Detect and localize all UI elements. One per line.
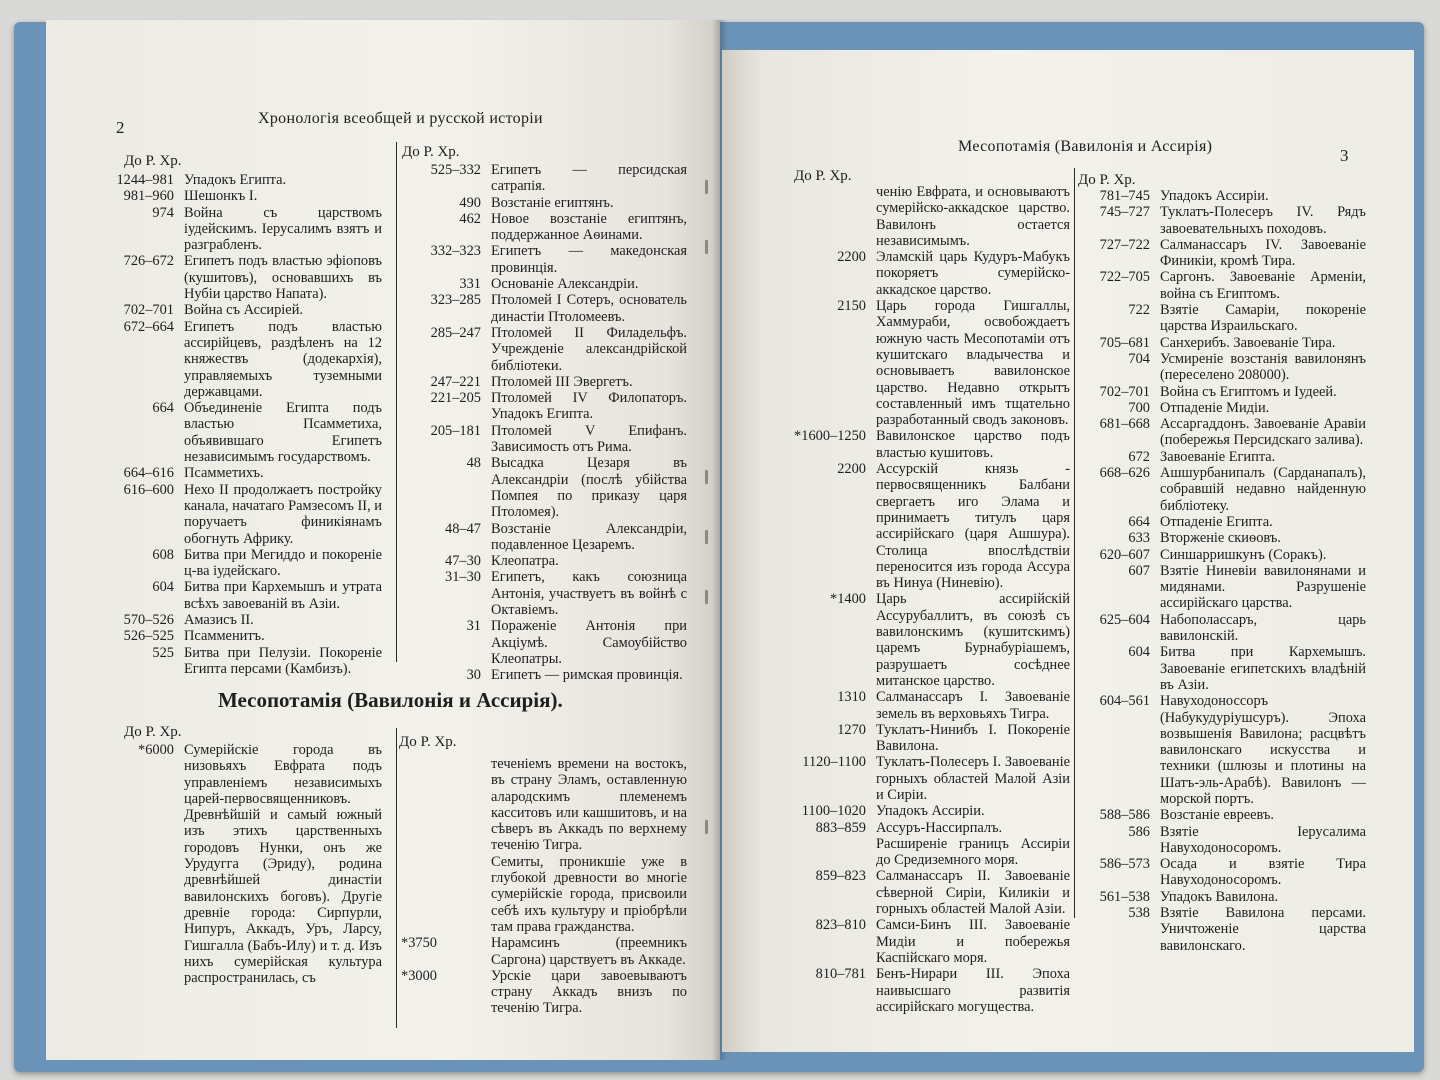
entry-date: 2200	[837, 461, 866, 478]
chronology-entry	[401, 521, 687, 554]
entry-date: 633	[1128, 530, 1150, 547]
chronology-entry	[112, 645, 382, 678]
entry-text: Возстаніе Александріи, подавленное Цезаремъ.	[491, 520, 687, 553]
chronology-entry	[794, 591, 1070, 689]
entry-date: 525–332	[430, 162, 481, 178]
chronology-entry	[1078, 269, 1366, 302]
entry-date: 727–722	[1099, 236, 1150, 253]
chronology-entry	[794, 298, 1070, 428]
entry-text: Упадокъ Ассиріи.	[1160, 188, 1269, 204]
era-label-meso-col2: До Р. Хр.	[399, 734, 457, 750]
entry-date: 702–701	[1099, 383, 1150, 400]
entry-text: Вавилонское царство подъ властью кушитовъ.	[876, 428, 1070, 461]
entry-text: Туклатъ-Полесеръ I. Завоеваніе горныхъ областей Малой Азіи и Сиріи.	[876, 754, 1070, 803]
entry-text: Самси-Бинъ III. Завоеваніе Мидіи и побережья Каспійскаго моря.	[876, 917, 1070, 966]
entry-date: 570–526	[123, 612, 174, 629]
entry-text: Усмиреніе возстанія вавилонянъ (переселено 208000).	[1160, 350, 1366, 384]
chronology-entry	[794, 184, 1070, 249]
entry-date: 810–781	[815, 966, 866, 983]
entry-date: 722	[1128, 302, 1150, 319]
entry-date: 586	[1128, 823, 1150, 840]
entry-date: 702–701	[123, 302, 174, 319]
entry-date: 205–181	[430, 422, 481, 439]
chronology-entry	[112, 579, 382, 612]
entry-text: Взятіе Вавилона персами. Уничтоженіе царства вавилонскаго.	[1160, 905, 1366, 954]
entry-text: Пораженіе Антонія при Акціумѣ. Самоубійство Клеопатры.	[491, 618, 687, 667]
entry-text: Возстаніе египтянъ.	[491, 194, 614, 211]
binding-stitch	[705, 530, 708, 544]
entry-date: 726–672	[123, 253, 174, 270]
chronology-entry	[112, 465, 382, 481]
entry-date: 664–616	[123, 465, 174, 482]
column-rule-meso	[396, 728, 397, 1028]
entry-text: ченію Евфрата, и основываютъ сумерійско-аккадское царство. Вавилонъ остается независимымъ.	[876, 184, 1070, 249]
entry-text: Навуходоноссоръ (Набукудуріушсуръ). Эпоха возвышенія Вавилона; расцвѣтъ вавилонскаго искусства и техники (шлюзы и плотины на Шатъ-эль-Арабѣ). Вавилонъ — морской портъ.	[1160, 693, 1366, 807]
chronology-entry	[1078, 416, 1366, 449]
section-title-mesopotamia: Месопотамія (Вавилонія и Ассирія).	[218, 688, 563, 712]
chronology-entry	[112, 302, 382, 318]
entry-date: 672–664	[123, 318, 174, 335]
chronology-entry	[401, 618, 687, 667]
entry-date: 722–705	[1099, 269, 1150, 286]
chronology-entry	[112, 172, 382, 188]
entry-date: 331	[459, 276, 481, 293]
entry-date: 664	[1128, 513, 1150, 530]
entry-date: 47–30	[445, 553, 481, 570]
chronology-entry	[794, 754, 1070, 803]
entry-date: 30	[466, 667, 481, 684]
chronology-entry	[1078, 612, 1366, 645]
chronology-entry	[401, 292, 687, 325]
entry-text: Синшарришкунъ (Соракъ).	[1160, 546, 1327, 563]
chronology-entry	[1078, 204, 1366, 237]
entry-text: Завоеваніе Египта.	[1160, 448, 1276, 465]
chronology-entry	[1078, 465, 1366, 514]
mesopotamia-column-2	[401, 756, 687, 1017]
entry-date: 285–247	[430, 324, 481, 341]
chronology-entry	[112, 205, 382, 254]
entry-text: Псамменитъ.	[184, 628, 265, 645]
entry-date: 625–604	[1099, 611, 1150, 628]
chronology-entry	[401, 667, 687, 683]
entry-date: 681–668	[1099, 416, 1150, 433]
chronology-entry	[1078, 856, 1366, 889]
chronology-entry	[1078, 237, 1366, 270]
entry-date: 608	[152, 546, 174, 563]
chronology-entry	[794, 868, 1070, 917]
entry-text: Упадокъ Вавилона.	[1160, 888, 1279, 905]
entry-text: теченіемъ времени на востокъ, въ страну Эламъ, оставленную алародскимъ племенемъ касситовъ или кашшитовъ, и на сѣверъ въ Аккадъ по верхнему теченію Тигра.	[491, 756, 687, 854]
chronology-entry	[1078, 384, 1366, 400]
chronology-entry	[1078, 824, 1366, 857]
entry-date	[794, 184, 876, 249]
chronology-entry	[401, 390, 687, 423]
era-label-col1: До Р. Хр.	[124, 153, 182, 169]
chronology-entry	[1078, 302, 1366, 335]
egypt-column-1	[112, 172, 382, 677]
entry-date: 1310	[837, 689, 866, 706]
entry-date: 672	[1128, 448, 1150, 465]
entry-text: Взятіе Ниневіи вавилонянами и мидянами. Разрушеніе ассирійскаго царства.	[1160, 562, 1366, 612]
entry-text: Амазисъ II.	[184, 612, 254, 629]
entry-date: 561–538	[1099, 888, 1150, 905]
entry-text: Салманассаръ IV. Завоеваніе Финикіи, кромѣ Тира.	[1160, 236, 1366, 270]
chronology-entry	[1078, 905, 1366, 954]
entry-date: 1270	[837, 721, 866, 738]
entry-date: 586–573	[1099, 856, 1150, 873]
chronology-entry	[794, 428, 1070, 461]
entry-text: Новое возстаніе египтянъ, поддержанное Аѳинами.	[491, 210, 687, 244]
entry-date: 781–745	[1099, 188, 1150, 204]
entry-date: 2150	[837, 298, 866, 315]
entry-text: Отпаденіе Мидіи.	[1160, 399, 1270, 416]
chronology-entry	[112, 188, 382, 204]
chronology-entry	[401, 162, 687, 195]
page-number-right: 3	[1340, 146, 1349, 165]
chronology-entry	[794, 803, 1070, 819]
chronology-entry	[794, 820, 1070, 869]
entry-text: Взятіе Самаріи, покореніе царства Израильскаго.	[1160, 302, 1366, 335]
entry-text: Война съ Египтомъ и Іудеей.	[1160, 383, 1337, 400]
entry-date: 1244–981	[116, 172, 174, 188]
entry-text: Птоломей V Епифанъ. Зависимость отъ Рима.	[491, 422, 687, 456]
entry-date: 1100–1020	[801, 803, 866, 820]
entry-text: Бенъ-Нирари III. Эпоха наивысшаго развитія ассирійскаго могущества.	[876, 966, 1070, 1015]
chronology-entry	[401, 455, 687, 520]
entry-date: 823–810	[815, 917, 866, 934]
entry-text: Набополассаръ, царь вавилонскій.	[1160, 611, 1366, 645]
entry-text: Египетъ подъ властью эфіоповъ (кушитовъ), основавшихъ въ Нубіи царство Напата).	[184, 253, 382, 303]
entry-date: 668–626	[1099, 465, 1150, 482]
entry-text: Высадка Цезаря въ Александріи (послѣ убійства Помпея по приказу царя Птоломея).	[491, 455, 687, 521]
chronology-entry	[1078, 514, 1366, 530]
entry-text: Битва при Кархемышъ и утрата всѣхъ завоеваній въ Азіи.	[184, 579, 382, 612]
binding-stitch	[705, 180, 708, 194]
entry-date: 48	[466, 455, 481, 472]
chronology-entry	[794, 249, 1070, 298]
entry-text: Клеопатра.	[491, 553, 559, 570]
entry-text: Египетъ, какъ союзница Антонія, участвуетъ въ войнѣ с Октавіемъ.	[491, 569, 687, 619]
entry-text: Птоломей II Филадельфъ. Учрежденіе александрійской библіотеки.	[491, 324, 687, 374]
entry-date: 538	[1128, 905, 1150, 922]
entry-text: Нарамсинъ (преемникъ Саргона) царствуетъ въ Аккаде.	[491, 935, 687, 968]
entry-date: 221–205	[430, 390, 481, 407]
entry-date: 745–727	[1099, 204, 1150, 221]
entry-text: Эламскій царь Кудуръ-Мабукъ покоряетъ сумерійско-аккадское царство.	[876, 249, 1070, 298]
entry-text: Птоломей I Сотеръ, основатель династіи Птоломеевъ.	[491, 292, 687, 325]
chronology-entry	[1078, 547, 1366, 563]
era-label-right-col1: До Р. Хр.	[794, 168, 852, 184]
entry-date: 323–285	[430, 292, 481, 309]
chronology-entry	[401, 854, 687, 935]
chronology-entry	[112, 400, 382, 465]
chronology-entry	[794, 917, 1070, 966]
chronology-entry	[1078, 335, 1366, 351]
chronology-entry	[794, 461, 1070, 591]
entry-text: Птоломей III Эвергетъ.	[491, 373, 633, 390]
binding-stitch	[705, 590, 708, 604]
chronology-entry	[1078, 693, 1366, 807]
entry-date: 607	[1128, 562, 1150, 579]
entry-text: Царь ассирійскій Ассурубаллитъ, въ союзѣ съ вавилонскимъ (кушитскимъ) царемъ Бурнабуріашемъ, разрушаетъ сосѣднее митанское царство.	[876, 591, 1070, 689]
entry-text: Ассуръ-Нассирпалъ. Расширеніе границъ Ассиріи до Средиземного моря.	[876, 819, 1070, 869]
chronology-entry	[794, 722, 1070, 755]
entry-date: 705–681	[1099, 334, 1150, 351]
chronology-entry	[112, 742, 382, 986]
column-rule	[396, 142, 397, 662]
entry-text: Санхерибъ. Завоеваніе Тира.	[1160, 334, 1336, 351]
chronology-entry	[794, 689, 1070, 722]
entry-text: Ассаргаддонъ. Завоеваніе Аравіи (побережья Персидскаго залива).	[1160, 416, 1366, 449]
entry-date: 974	[152, 204, 174, 221]
entry-text: Вторженіе скиѳовъ.	[1160, 530, 1281, 547]
entry-date: *6000	[138, 742, 174, 758]
chronology-entry	[1078, 644, 1366, 693]
entry-text: Псамметихъ.	[184, 465, 264, 482]
entry-text: Египетъ — персидская сатрапія.	[491, 162, 687, 195]
entry-text: Урскіе цари завоевываютъ страну Аккадъ внизъ по теченію Тигра.	[491, 967, 687, 1017]
entry-date: 526–525	[123, 628, 174, 645]
entry-text: Взятіе Іерусалима Навуходоносоромъ.	[1160, 823, 1366, 856]
entry-text: Саргонъ. Завоеваніе Арменіи, война съ Египтомъ.	[1160, 269, 1366, 302]
entry-date: 981–960	[123, 188, 174, 205]
entry-text: Осада и взятіе Тира Навуходоносоромъ.	[1160, 856, 1366, 889]
chronology-entry	[1078, 351, 1366, 384]
entry-text: Война съ царствомъ іудейскимъ. Іерусалимъ взятъ и разграбленъ.	[184, 204, 382, 254]
entry-text: Сумерійскіе города въ низовьяхъ Евфрата подъ управленіемъ независимыхъ царей-первосвященниковъ. Древнѣйшій и самый южный изъ этихъ царственныхъ городовъ Нунки, онъ же Урудугга (Эриду), родина древнѣйшей династіи вавилонскихъ боговъ). Другіе древніе города: Сирпурли, Нипуръ, Аккадъ, Уръ, Ларсу, Гишгалла (Бабъ-Илу) и т. д. Изъ нихъ сумерійская культура распространилась, съ	[184, 742, 382, 987]
entry-text: Война съ Ассиріей.	[184, 302, 303, 319]
entry-text: Салманассаръ I. Завоеваніе земель въ верховьяхъ Тигра.	[876, 689, 1070, 722]
entry-date: 247–221	[430, 373, 481, 390]
entry-date: 620–607	[1099, 546, 1150, 563]
entry-date: 48–47	[445, 520, 481, 537]
entry-text: Упадокъ Ассиріи.	[876, 803, 985, 820]
chronology-entry: *3000 Урскіе цари завоевываютъ страну Аккадъ внизъ по теченію Тигра.	[401, 967, 687, 1017]
entry-text: Семиты, проникшіе уже в глубокой древности во многіе сумерійскіе города, присвоили себѣ ихъ культуру и пріобрѣли там права гражданства.	[491, 853, 687, 935]
chronology-entry	[401, 553, 687, 569]
left-page	[46, 20, 720, 1060]
entry-date: 664	[152, 400, 174, 417]
entry-date: 604	[152, 579, 174, 596]
chronology-entry	[1078, 563, 1366, 612]
chronology-entry	[401, 325, 687, 374]
entry-date: 883–859	[815, 819, 866, 836]
binding-stitch	[705, 240, 708, 254]
entry-date: 859–823	[815, 868, 866, 885]
right-page	[722, 50, 1414, 1052]
egypt-column-2	[401, 162, 687, 684]
chronology-entry	[1078, 449, 1366, 465]
entry-text: Битва при Кархемышъ. Завоеваніе египетскихъ владѣній въ Азіи.	[1160, 644, 1366, 693]
entry-text: Отпаденіе Египта.	[1160, 513, 1273, 530]
era-label-col2: До Р. Хр.	[402, 144, 460, 160]
chronology-entry	[401, 423, 687, 456]
binding-stitch	[705, 820, 708, 834]
entry-text: Битва при Мегиддо и покореніе ц-ва іудейскаго.	[184, 546, 382, 580]
chronology-entry	[1078, 807, 1366, 823]
entry-text: Возстаніе евреевъ.	[1160, 807, 1275, 824]
entry-date: 462	[459, 210, 481, 227]
chronology-entry	[401, 243, 687, 276]
entry-date: 2200	[837, 249, 866, 266]
chronology-entry	[112, 612, 382, 628]
entry-text: Ассурскій князь - первосвященникъ Балбани свергаетъ иго Элама и принимаетъ титулъ царя ассирійскаго (царя Ашшура). Столица впослѣдствіи переносится изъ города Ассура въ Нинуа (Ниневію).	[876, 461, 1070, 592]
entry-date: 700	[1128, 399, 1150, 416]
entry-text: Египетъ подъ властью ассирійцевъ, раздѣленъ на 12 княжествъ (додекархія), управляемыхъ туземными державцами.	[184, 318, 382, 400]
chronology-entry	[401, 374, 687, 390]
mesopotamia-column-1	[112, 742, 382, 986]
chronology-entry	[1078, 889, 1366, 905]
chronology-entry: *3750 Нарамсинъ (преемникъ Саргона) царствуетъ въ Аккаде.	[401, 935, 687, 968]
chronology-entry	[401, 276, 687, 292]
entry-date: 31	[466, 618, 481, 635]
era-label-meso-col1: До Р. Хр.	[124, 724, 182, 740]
chronology-entry	[112, 319, 382, 400]
chronology-entry	[112, 253, 382, 302]
chronology-entry	[401, 211, 687, 244]
entry-text: Ашшурбанипалъ (Сарданапалъ), собравшій недавно найденную библіотеку.	[1160, 465, 1366, 514]
page-number-left: 2	[116, 118, 125, 137]
entry-date: 704	[1128, 350, 1150, 367]
entry-date: 1120–1100	[802, 754, 866, 771]
entry-text: Битва при Пелузіи. Покореніе Египта персами (Камбизъ).	[184, 644, 382, 677]
entry-date: 588–586	[1099, 807, 1150, 824]
chronology-entry	[401, 756, 687, 854]
entry-date: 525	[152, 644, 174, 661]
chronology-entry	[401, 195, 687, 211]
entry-date: 604	[1128, 644, 1150, 661]
entry-date: 604–561	[1099, 693, 1150, 710]
assyria-column-1	[794, 184, 1070, 1015]
assyria-column-2	[1078, 188, 1366, 954]
entry-date: 490	[459, 194, 481, 211]
entry-date: 332–323	[430, 243, 481, 260]
entry-date: 616–600	[123, 481, 174, 498]
chronology-entry	[1078, 400, 1366, 416]
chronology-entry	[794, 966, 1070, 1015]
era-label-right-col2: До Р. Хр.	[1078, 172, 1136, 188]
binding-stitch	[705, 470, 708, 484]
chronology-entry	[401, 569, 687, 618]
entry-text: Салманассаръ II. Завоеваніе сѣверной Сиріи, Киликіи и горныхъ областей Малой Азіи.	[876, 868, 1070, 918]
entry-text: Туклатъ-Нинибъ I. Покореніе Вавилона.	[876, 721, 1070, 755]
entry-text: Птоломей IV Филопаторъ. Упадокъ Египта.	[491, 390, 687, 423]
chronology-entry	[112, 482, 382, 547]
entry-text: Упадокъ Египта.	[184, 172, 287, 188]
entry-text: Нехо II продолжаетъ постройку канала, начатаго Рамзесомъ II, и поручаетъ финикіянамъ обогнуть Африку.	[184, 481, 382, 547]
entry-text: Основаніе Александріи.	[491, 276, 639, 293]
entry-text: Египетъ — македонская провинція.	[491, 243, 687, 276]
entry-text: Египетъ — римская провинція.	[491, 667, 683, 684]
running-head-right: Месопотамія (Вавилонія и Ассирія)	[958, 138, 1213, 155]
chronology-entry	[112, 628, 382, 644]
entry-date: 31–30	[445, 569, 481, 586]
entry-date: *1400	[830, 591, 866, 608]
chronology-entry	[1078, 188, 1366, 204]
chronology-entry	[1078, 530, 1366, 546]
entry-date: *1600–1250	[794, 428, 866, 445]
entry-text: Шешонкъ I.	[184, 188, 258, 205]
entry-text: Туклатъ-Полесеръ IV. Рядъ завоевательныхъ походовъ.	[1160, 204, 1366, 237]
chronology-entry	[112, 547, 382, 580]
column-rule-right	[1074, 168, 1075, 918]
entry-text: Царь города Гишгаллы, Хаммураби, освобождаетъ южную часть Месопотаміи отъ кушитскаго владычества и основываетъ вавилонское царство. Недавно открытъ составленный имъ тщательно разработанный сводъ законовъ.	[876, 298, 1070, 429]
running-head-left: Хронологія всеобщей и русской исторіи	[258, 110, 543, 127]
entry-text: Объединеніе Египта подъ властью Псамметиха, объявившаго Египетъ независимымъ государствомъ.	[184, 400, 382, 466]
